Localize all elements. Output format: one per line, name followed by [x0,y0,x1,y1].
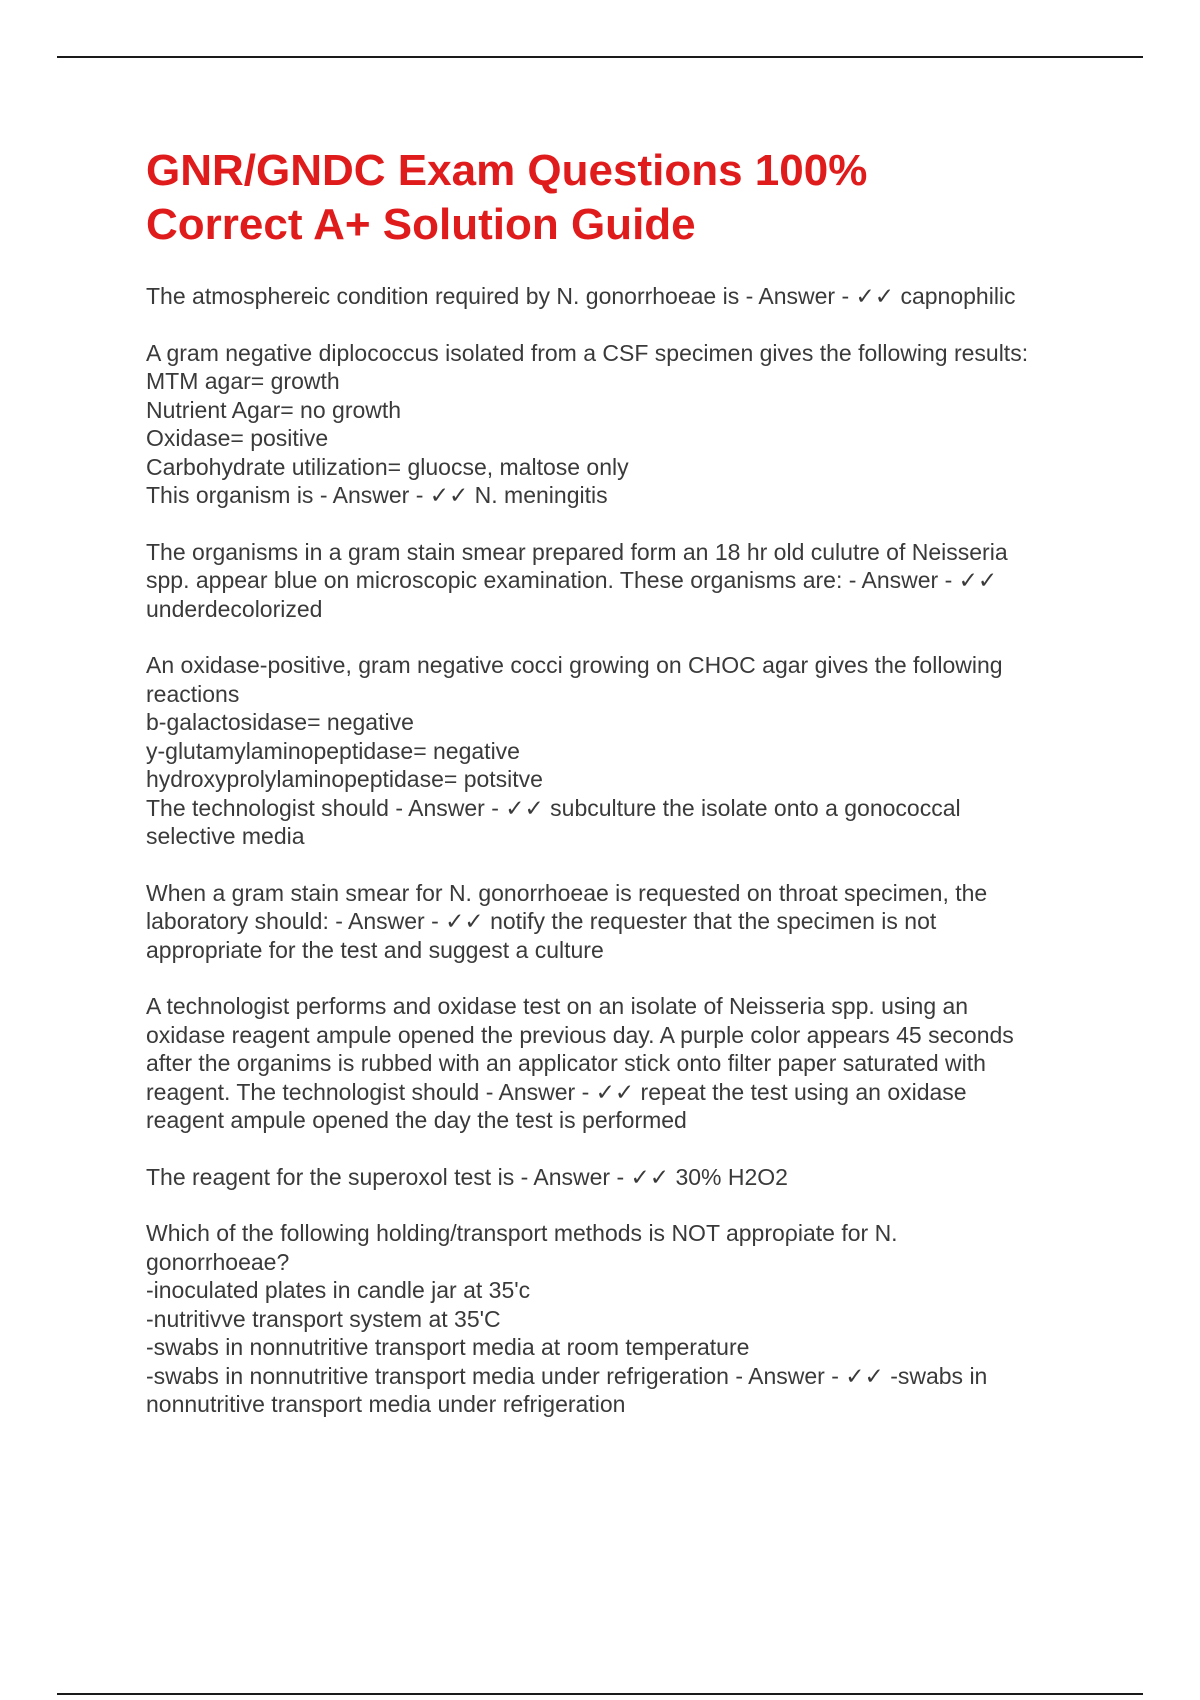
qa-line: The organisms in a gram stain smear prepared form an 18 hr old culutre of Neisseria [146,538,1008,565]
qa-line: appropriate for the test and suggest a culture [146,936,604,963]
qa-line: gonorrhoeae? [146,1248,290,1275]
qa-line: The reagent for the superoxol test is - Answer - ✓✓ 30% H2O2 [146,1163,788,1190]
qa-line: -nutritivve transport system at 35'C [146,1305,501,1332]
header-rule [57,56,1143,58]
qa-line: The atmosphereic condition required by N. gonorrhoeae is - Answer - ✓✓ capnophilic [146,283,1016,309]
qa-line: Oxidase= positive [146,425,329,451]
footer-rule [57,1693,1143,1695]
qa-line: An oxidase-positive, gram negative cocci growing on CHOC agar gives the following [146,652,1003,678]
document-title [146,144,1106,252]
qa-line: laboratory should: - Answer - ✓✓ notify the requester that the specimen is not [146,908,937,934]
qa-line: y-glutamylaminopeptidase= negative [146,737,520,764]
document-title-line-2: Correct A+ Solution Guide [146,200,696,249]
qa-line: MTM agar= growth [146,368,340,394]
qa-line: reagent. The technologist should - Answer - ✓✓ repeat the test using an oxidase [146,1078,967,1105]
qa-line: nonnutritive transport media under refrigeration [146,1391,626,1417]
qa-line: A gram negative diplococcus isolated from a CSF specimen gives the following results: [146,339,1029,366]
qa-line: reagent ampule opened the day the test is performed [146,1107,687,1133]
qa-line: selective media [146,823,305,849]
qa-item [146,339,1106,510]
qa-line: after the organims is rubbed with an applicator stick onto filter paper saturated with [146,1050,986,1076]
qa-line: underdecolorized [146,595,323,622]
qa-line: The technologist should - Answer - ✓✓ subculture the isolate onto a gonococcal [146,794,961,821]
qa-item [146,992,1106,1135]
qa-item [146,651,1106,851]
qa-line: oxidase reagent ampule opened the previous day. A purple color appears 45 seconds [146,1021,1014,1048]
qa-item [146,1163,1106,1192]
qa-line: Carbohydrate utilization= gluocse, maltose only [146,453,629,480]
qa-item [146,1219,1106,1419]
qa-line: hydroxyprolylaminopeptidase= potsitve [146,766,543,792]
document-body [146,144,1106,1447]
qa-line: -swabs in nonnutritive transport media at room temperature [146,1334,750,1360]
qa-item [146,282,1106,311]
qa-line: Nutrient Agar= no growth [146,396,402,423]
qa-item [146,538,1106,624]
qa-line: When a gram stain smear for N. gonorrhoeae is requested on throat specimen, the [146,879,988,906]
qa-line: b-galactosidase= negative [146,709,414,735]
qa-line: -inoculated plates in candle jar at 35'c [146,1277,531,1303]
qa-item [146,879,1106,965]
qa-line: A technologist performs and oxidase test on an isolate of Neisseria spp. using an [146,993,969,1019]
qa-list [146,282,1106,1419]
qa-line: -swabs in nonnutritive transport media under refrigeration - Answer - ✓✓ -swabs in [146,1362,988,1389]
qa-line: Which of the following holding/transport methods is NOT apprορiate for N. [146,1220,898,1246]
document-title-line-1: GNR/GNDC Exam Questions 100% [146,146,868,195]
qa-line: spp. appear blue on microscopic examination. These organisms are: - Answer - ✓✓ [146,567,998,593]
qa-line: reactions [146,680,240,707]
qa-line: This organism is - Answer - ✓✓ N. meningitis [146,482,608,508]
